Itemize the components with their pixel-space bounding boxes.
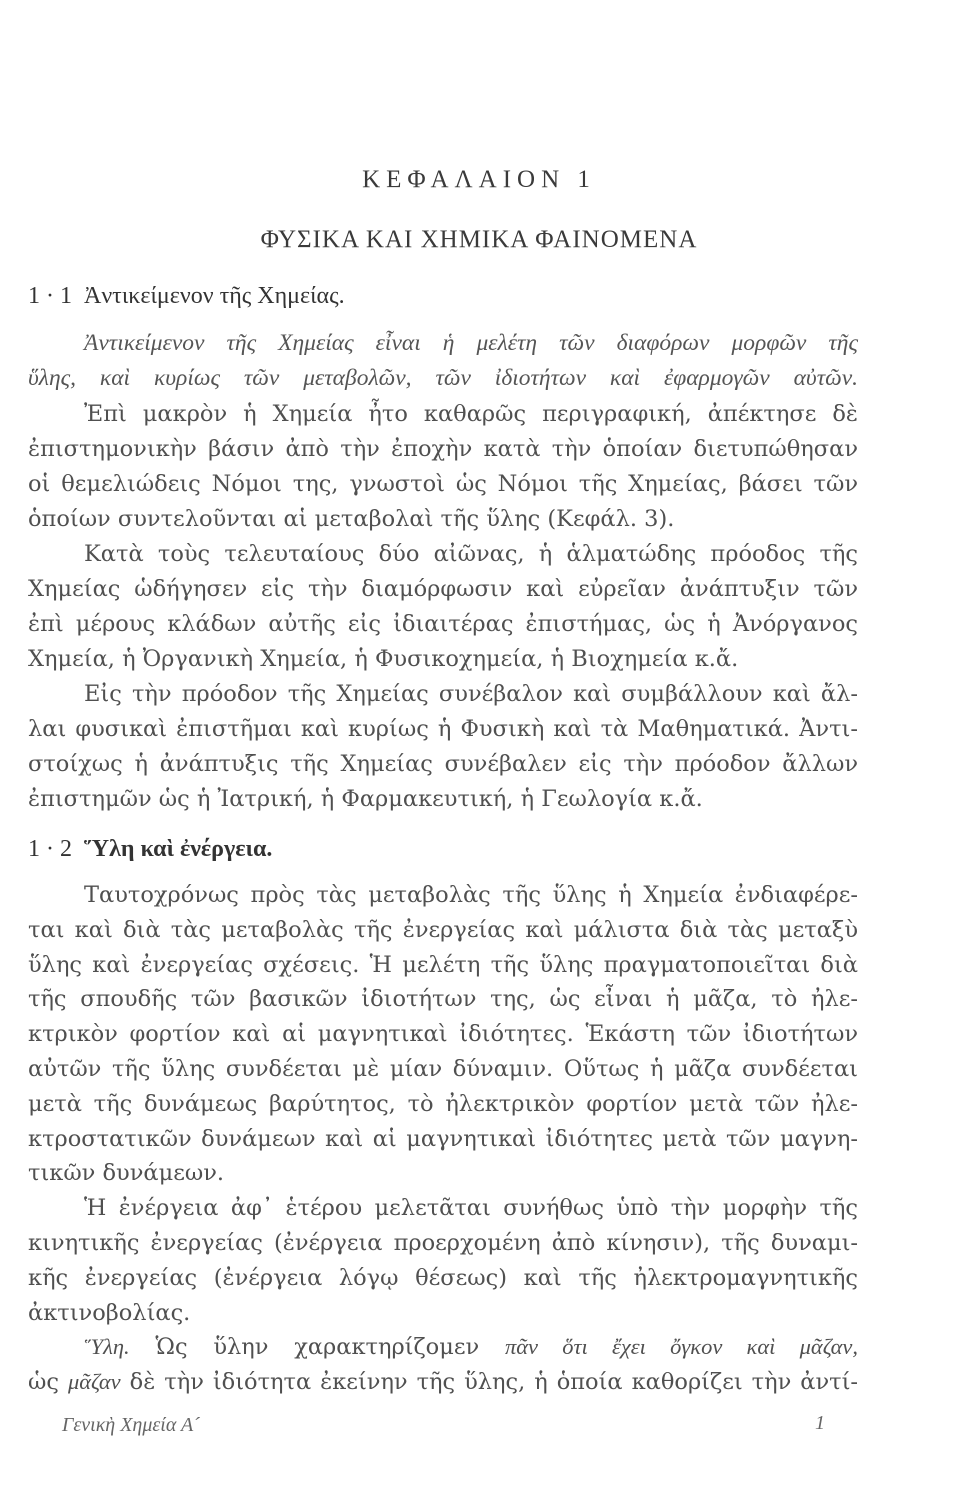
section-1-body bbox=[28, 397, 858, 817]
text-line: αὐτῶν τῆς ὕλης συνδέεται μὲ μίαν δύναμιν. Οὕτως ἡ μᾶζα συνδέεται bbox=[28, 1055, 858, 1082]
text-line: ἐπιστημονικὴν βάσιν ἀπὸ τὴν ἐποχὴν κατὰ τὴν ὁποίαν διετυπώθησαν bbox=[28, 436, 858, 462]
section-2-body bbox=[28, 878, 858, 1400]
text-line: κῆς ἐνεργείας (ἐνέργεια λόγῳ θέσεως) καὶ τῆς ἠλεκτρομαγνητικῆς bbox=[28, 1264, 858, 1291]
chapter-title: ΦΥΣΙΚΑ ΚΑΙ ΧΗΜΙΚΑ ΦΑΙΝΟΜΕΝΑ bbox=[260, 226, 698, 253]
hyle-definition-line bbox=[28, 1330, 858, 1365]
section-heading-1 bbox=[28, 283, 345, 310]
text-line: τῆς σπουδῆς τῶν βασικῶν ἰδιοτήτων της, ὡς εἶναι ἡ μᾶζα, τὸ ἠλε- bbox=[28, 986, 858, 1013]
text-line: Ἡ ἐνέργεια ἀφ᾽ ἑτέρου μελετᾶται συνήθως ὑπὸ τὴν μορφὴν τῆς bbox=[84, 1195, 858, 1222]
emphasis-run: πᾶν ὅτι ἔχει ὄγκον καὶ μᾶζαν, bbox=[504, 1334, 858, 1360]
text-line: ται καὶ διὰ τὰς μεταβολὰς τῆς ἐνεργείας καὶ μάλιστα διὰ τὰς μεταξὺ bbox=[28, 916, 858, 943]
page-number: 1 bbox=[815, 1412, 825, 1434]
text-line: ἐπὶ μέρους κλάδων αὐτῆς εἰς ἰδιαιτέρας ἐπιστήμας, ὡς ἡ Ἀνόργανος bbox=[28, 611, 858, 637]
section-number: 1 · 2 bbox=[28, 836, 72, 862]
emphasis-run: μᾶζαν bbox=[67, 1369, 121, 1395]
section-title: Ἀντικείμενον τῆς Χημείας. bbox=[84, 283, 345, 309]
text-line: Κατὰ τοὺς τελευταίους δύο αἰῶνας, ἡ ἁλματώδης πρόοδος τῆς bbox=[84, 541, 858, 567]
footer-book-title: Γενικὴ Χημεία Α´ bbox=[62, 1414, 200, 1436]
text-line: ὁποίων συντελοῦνται αἱ μεταβολαὶ τῆς ὕλης (Κεφάλ. 3). bbox=[28, 506, 675, 532]
chapter-label: ΚΕΦΑΛΑΙΟΝ 1 bbox=[362, 166, 596, 193]
text-run: Ὡς ὕλην χαρακτηρίζομεν bbox=[129, 1334, 505, 1361]
text-line: ὕλης, καὶ κυρίως τῶν μεταβολῶν, τῶν ἰδιοτήτων καὶ ἐφαρμογῶν αὐτῶν. bbox=[28, 365, 858, 391]
text-line: Χημείας ὡδήγησεν εἰς τὴν διαμόρφωσιν καὶ εὐρεῖαν ἀνάπτυξιν τῶν bbox=[28, 576, 858, 602]
hyle-definition-line bbox=[28, 1365, 858, 1400]
text-line: Εἰς τὴν πρόοδον τῆς Χημείας συνέβαλον καὶ συμβάλλουν καὶ ἄλ- bbox=[84, 681, 858, 707]
text-run: ὡς bbox=[28, 1369, 68, 1396]
term-hyle: Ὕλη. bbox=[84, 1334, 130, 1360]
text-line: λαι φυσικαὶ ἐπιστῆμαι καὶ κυρίως ἡ Φυσικὴ καὶ τὰ Μαθηματικά. Ἀντι- bbox=[28, 716, 858, 742]
text-line: Ἀντικείμενον τῆς Χημείας εἶναι ἡ μελέτη τῶν διαφόρων μορφῶν τῆς bbox=[84, 330, 858, 356]
text-line: μετὰ τῆς δυνάμεως βαρύτητος, τὸ ἠλεκτρικὸν φορτίον μετὰ τῶν ἠλε- bbox=[28, 1090, 858, 1117]
text-line: κινητικῆς ἐνεργείας (ἐνέργεια προερχομένη ἀπὸ κίνησιν), τῆς δυναμι- bbox=[28, 1229, 858, 1256]
section-heading-2 bbox=[28, 836, 272, 863]
text-line: Ταυτοχρόνως πρὸς τὰς μεταβολὰς τῆς ὕλης ἡ Χημεία ἐνδιαφέρε- bbox=[84, 882, 858, 908]
definition-paragraph bbox=[28, 326, 858, 396]
text-line: Ἐπὶ μακρὸν ἡ Χημεία ἦτο καθαρῶς περιγραφική, ἀπέκτησε δὲ bbox=[84, 401, 858, 427]
text-line: τικῶν δυνάμεων. bbox=[28, 1160, 225, 1187]
text-run: δὲ τὴν ἰδιότητα ἐκείνην τῆς ὕλης, ἡ ὁποία καθορίζει τὴν ἀντί- bbox=[120, 1369, 858, 1396]
section-title: Ὕλη καὶ ἐνέργεια. bbox=[84, 836, 273, 862]
text-line: ἀκτινοβολίας. bbox=[28, 1299, 191, 1326]
text-line: κτρικὸν φορτίον καὶ αἱ μαγνητικαὶ ἰδιότητες. Ἑκάστη τῶν ἰδιοτήτων bbox=[28, 1021, 858, 1048]
section-number: 1 · 1 bbox=[28, 283, 72, 309]
text-line: οἱ θεμελιώδεις Νόμοι της, γνωστοὶ ὡς Νόμοι τῆς Χημείας, βάσει τῶν bbox=[28, 471, 858, 497]
text-line: κτροστατικῶν δυνάμεων καὶ αἱ μαγνητικαὶ ἰδιότητες μετὰ τῶν μαγνη- bbox=[28, 1125, 858, 1152]
text-line: Χημεία, ἡ Ὀργανικὴ Χημεία, ἡ Φυσικοχημεία, ἡ Βιοχημεία κ.ἄ. bbox=[28, 646, 739, 672]
text-line: στοίχως ἡ ἀνάπτυξις τῆς Χημείας συνέβαλεν εἰς τὴν πρόοδον ἄλλων bbox=[28, 751, 858, 777]
text-line: ὕλης καὶ ἐνεργείας σχέσεις. Ἡ μελέτη τῆς ὕλης πραγματοποιεῖται διὰ bbox=[28, 951, 858, 978]
text-line: ἐπιστημῶν ὡς ἡ Ἰατρική, ἡ Φαρμακευτική, ἡ Γεωλογία κ.ἄ. bbox=[28, 786, 703, 812]
